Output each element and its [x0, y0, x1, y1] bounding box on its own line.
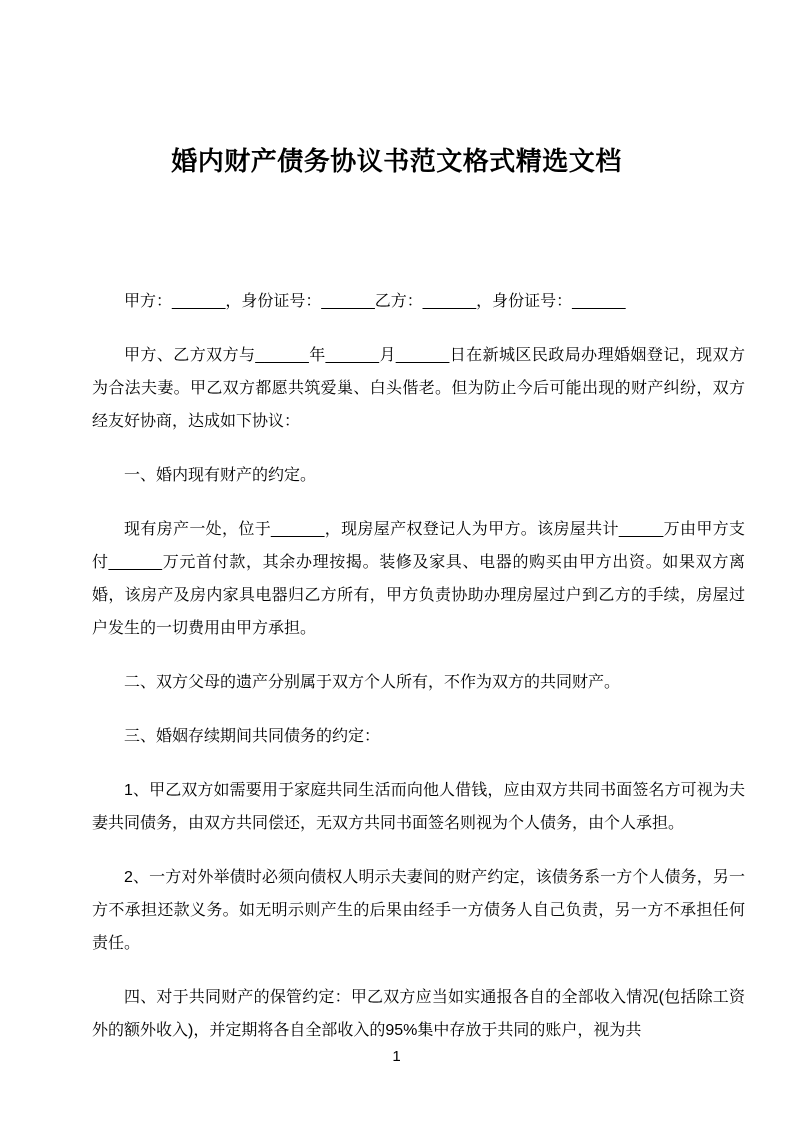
- document-body: [92, 285, 745, 1047]
- paragraph-clause-2: 二、双方父母的遗产分别属于双方个人所有，不作为双方的共同财产。: [124, 674, 621, 691]
- document-title: 婚内财产债务协议书范文格式精选文档: [171, 146, 622, 176]
- paragraph-clause-1-body: 现有房产一处，位于______，现房屋产权登记人为甲方。该房屋共计_____万由甲方支付______万元首付款，其余办理按揭。装修及家具、电器的购买由甲方出资。如果双方离婚，该房产及房内家具电器归乙方所有，甲方负责协助办理房屋过户到乙方的手续，房屋过户发生的一切费用由甲方承担。: [92, 521, 745, 637]
- paragraph-clause-3-item-1: 1、甲乙双方如需要用于家庭共同生活而向他人借钱，应由双方共同书面签名方可视为夫妻共同债务，由双方共同偿还，无双方共同书面签名则视为个人债务，由个人承担。: [92, 782, 745, 832]
- paragraph-clause-1-heading: 一、婚内现有财产的约定。: [124, 467, 317, 484]
- paragraph-clause-3-item-2: 2、一方对外举债时必须向债权人明示夫妻间的财产约定，该债务系一方个人债务，另一方不承担还款义务。如无明示则产生的后果由经手一方债务人自己负责，另一方不承担任何责任。: [92, 869, 745, 952]
- paragraph-preamble: 甲方、乙方双方与______年______月______日在新城区民政局办理婚姻登记，现双方为合法夫妻。甲乙双方都愿共筑爱巢、白头偕老。但为防止今后可能出现的财产纠纷，双方经友好协商，达成如下协议：: [92, 347, 745, 430]
- paragraph-party-info: 甲方：______，身份证号：______乙方：______，身份证号：______: [124, 293, 626, 310]
- page-number: 1: [392, 1048, 401, 1065]
- paragraph-clause-4: 四、对于共同财产的保管约定：甲乙双方应当如实通报各自的全部收入情况(包括除工资外的额外收入)，并定期将各自全部收入的95%集中存放于共同的账户，视为共: [92, 989, 745, 1039]
- paragraph-clause-3-heading: 三、婚姻存续期间共同债务的约定：: [124, 728, 381, 745]
